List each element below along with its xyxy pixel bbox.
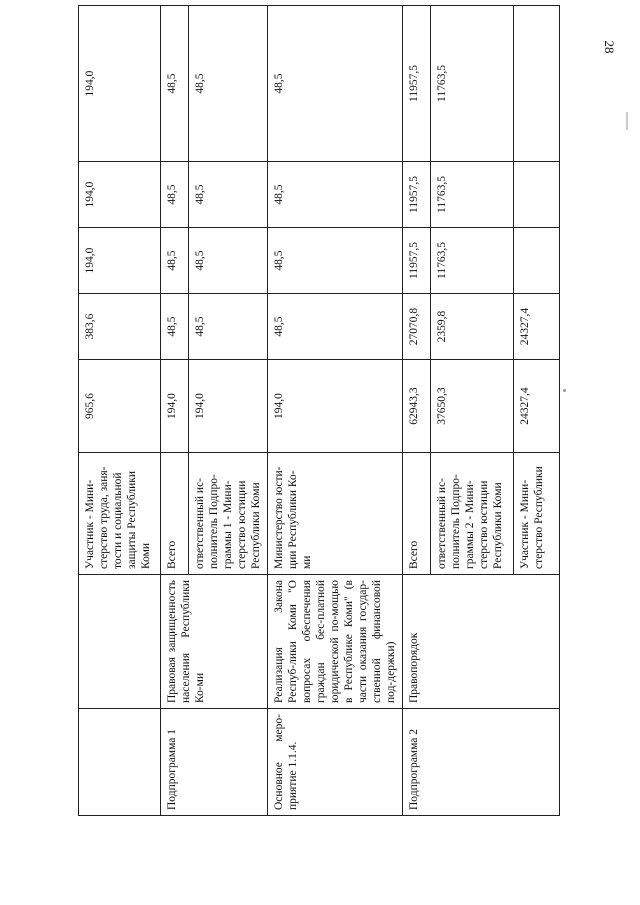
- year-value: 48,5: [268, 294, 403, 360]
- table-row: [79, 6, 161, 816]
- total-value: 194,0: [161, 360, 189, 453]
- executor-cell: Участник - Мини-стерство труда, заня-тости и социальной защиты Республики Коми: [79, 453, 161, 575]
- scan-dot: [563, 389, 566, 392]
- rotated-table-wrapper: [78, 6, 553, 816]
- program-title-cell: Правовая защищенность населения Республики Ко-ми: [161, 575, 268, 709]
- scan-artifact: [626, 112, 628, 130]
- year-value: 48,5: [161, 6, 189, 162]
- total-value: 24327,4: [514, 360, 560, 453]
- total-value: 37650,3: [431, 360, 514, 453]
- year-value: 27070,8: [403, 294, 431, 360]
- program-cell: [79, 709, 161, 816]
- total-value: 194,0: [268, 360, 403, 453]
- total-value: 965,6: [79, 360, 161, 453]
- year-value: 48,5: [161, 228, 189, 294]
- year-value: 48,5: [189, 228, 268, 294]
- page-number: 28: [602, 40, 617, 54]
- program-cell: [268, 709, 403, 816]
- year-value: [514, 162, 560, 228]
- activity-label-cont: меро-: [273, 714, 286, 742]
- program-title-cell: [79, 575, 161, 709]
- year-value: 2359,8: [431, 294, 514, 360]
- executor-cell: Всего: [403, 453, 431, 575]
- executor-cell: Всего: [161, 453, 189, 575]
- executor-cell: Министерство юсти-ции Республики Ко-ми: [268, 453, 403, 575]
- total-value: 62943,3: [403, 360, 431, 453]
- total-value: 194,0: [189, 360, 268, 453]
- program-cell: Подпрограмма 1: [161, 709, 268, 816]
- program-cell: Подпрограмма 2: [403, 709, 560, 816]
- executor-cell: ответственный ис-полнитель Подпро-граммы 1 - Мини-стерство юстиции Республики Коми: [189, 453, 268, 575]
- table-row: [268, 6, 403, 816]
- executor-cell: ответственный ис-полнитель Подпро-граммы 2 - Мини-стерство юстиции Республики Коми: [431, 453, 514, 575]
- year-value: [514, 6, 560, 162]
- year-value: 194,0: [79, 162, 161, 228]
- table-row: [403, 6, 431, 816]
- year-value: 48,5: [268, 228, 403, 294]
- year-value: 48,5: [268, 162, 403, 228]
- executor-cell: Участник - Мини-стерство Республики: [514, 453, 560, 575]
- year-value: 383,6: [79, 294, 161, 360]
- year-value: 11957,5: [403, 162, 431, 228]
- year-value: 194,0: [79, 6, 161, 162]
- year-value: 48,5: [161, 162, 189, 228]
- year-value: 24327,4: [514, 294, 560, 360]
- year-value: 11763,5: [431, 162, 514, 228]
- program-title-cell: Правопорядок: [403, 575, 560, 709]
- year-value: [514, 228, 560, 294]
- activity-number: приятие 1.1.4.: [287, 741, 300, 810]
- year-value: 11763,5: [431, 228, 514, 294]
- program-title-cell: Реализация Закона Респуб-лики Коми "О вопросах обеспечения граждан бес-платной юридической по-мощью в Республике Коми" (в части оказания государ-ственной финансовой под-держки): [268, 575, 403, 709]
- year-value: 11957,5: [403, 6, 431, 162]
- year-value: 48,5: [189, 6, 268, 162]
- year-value: 48,5: [189, 294, 268, 360]
- year-value: 48,5: [189, 162, 268, 228]
- year-value: 194,0: [79, 228, 161, 294]
- activity-label: Основное: [273, 762, 286, 810]
- budget-table: [78, 5, 560, 816]
- year-value: 48,5: [268, 6, 403, 162]
- year-value: 48,5: [161, 294, 189, 360]
- year-value: 11957,5: [403, 228, 431, 294]
- table-row: [161, 6, 189, 816]
- year-value: 11763,5: [431, 6, 514, 162]
